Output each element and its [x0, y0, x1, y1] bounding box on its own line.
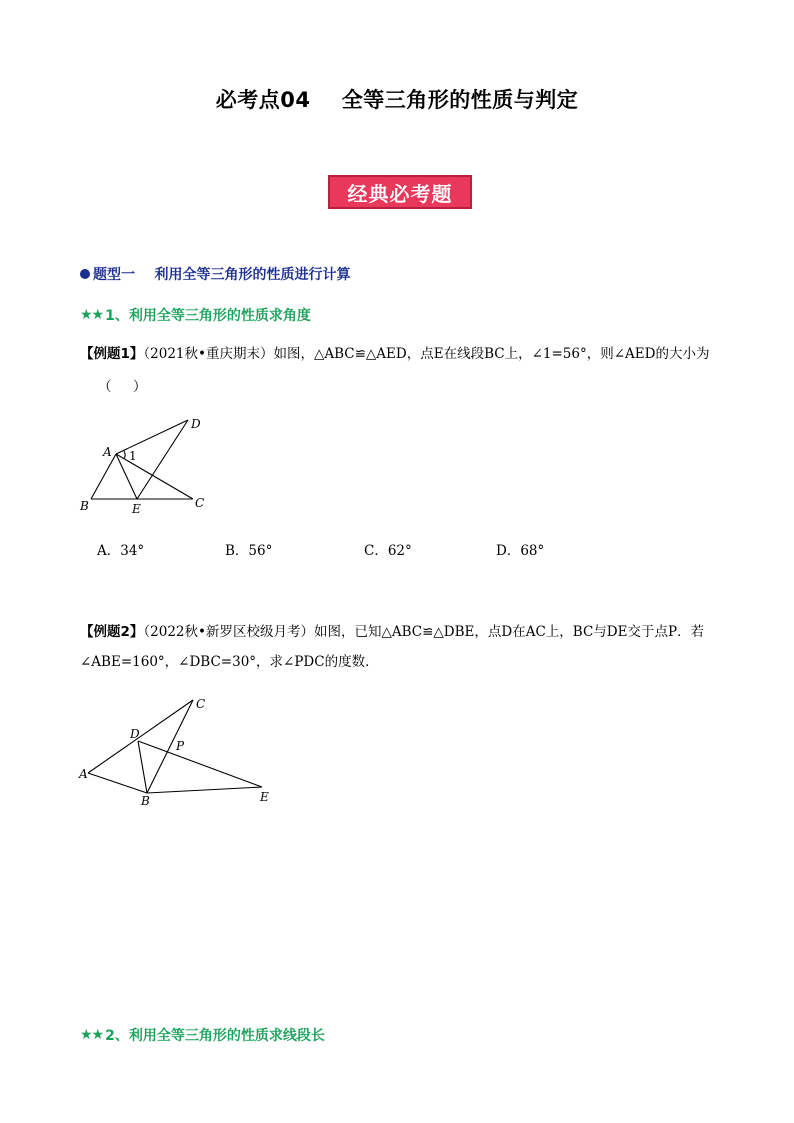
example2-tag: 【例题2】 — [80, 624, 144, 640]
subtopic-heading-2 — [80, 1025, 325, 1045]
example1-text: （2021秋•重庆期末）如图，△ABC≌△AED，点E在线段BC上，∠1=56°，则∠AED的大小为 — [143, 346, 710, 362]
subtopic-label: 2、利用全等三角形的性质求线段长 — [105, 1028, 325, 1044]
segment-ab — [91, 454, 116, 499]
question-type-heading — [80, 264, 351, 284]
label-e: E — [260, 790, 269, 804]
label-a: A — [79, 767, 88, 781]
segment-ac — [116, 454, 193, 499]
segment-ac — [88, 700, 193, 773]
label-b: B — [80, 499, 89, 513]
label-a: A — [103, 445, 112, 459]
choice-c: C．62° — [364, 543, 412, 559]
segment-be — [147, 787, 262, 793]
example1-figure — [75, 412, 225, 522]
label-e: E — [132, 502, 141, 516]
page-title: 必考点04 全等三角形的性质与判定 — [215, 88, 579, 112]
section-badge: 经典必考题 — [328, 175, 472, 209]
choice-d: D．68° — [496, 543, 545, 559]
subtopic-heading-1 — [80, 305, 311, 325]
label-d: D — [130, 727, 140, 741]
segment-db — [138, 741, 147, 793]
label-b: B — [141, 794, 150, 808]
angle-1-arc — [124, 451, 125, 459]
choice-b: B．56° — [225, 543, 273, 559]
segment-de — [138, 741, 262, 787]
example2-line2: ∠ABE=160°，∠DBC=30°，求∠PDC的度数． — [80, 654, 379, 670]
choice-a: A．34° — [97, 543, 145, 559]
example1-tag: 【例题1】 — [80, 346, 144, 362]
star-icon: ★★ — [80, 1027, 104, 1043]
example2-line1 — [80, 622, 704, 642]
example1-answer-blank: （ ） — [98, 379, 147, 395]
label-d: D — [191, 417, 201, 431]
star-icon: ★★ — [80, 307, 104, 323]
segment-ab — [88, 773, 147, 793]
label-p: P — [176, 739, 185, 753]
label-angle-1: 1 — [129, 449, 137, 463]
example1-line1 — [80, 344, 709, 364]
bullet-dot-icon — [80, 269, 90, 279]
label-c: C — [195, 496, 205, 510]
example2-text: （2022秋•新罗区校级月考）如图，已知△ABC≌△DBE，点D在AC上，BC与DE交于点P．若 — [143, 624, 705, 640]
subtopic-label: 1、利用全等三角形的性质求角度 — [105, 308, 311, 324]
example2-figure — [75, 692, 285, 810]
question-type-label: 题型一 利用全等三角形的性质进行计算 — [93, 267, 351, 283]
label-c: C — [196, 697, 206, 711]
